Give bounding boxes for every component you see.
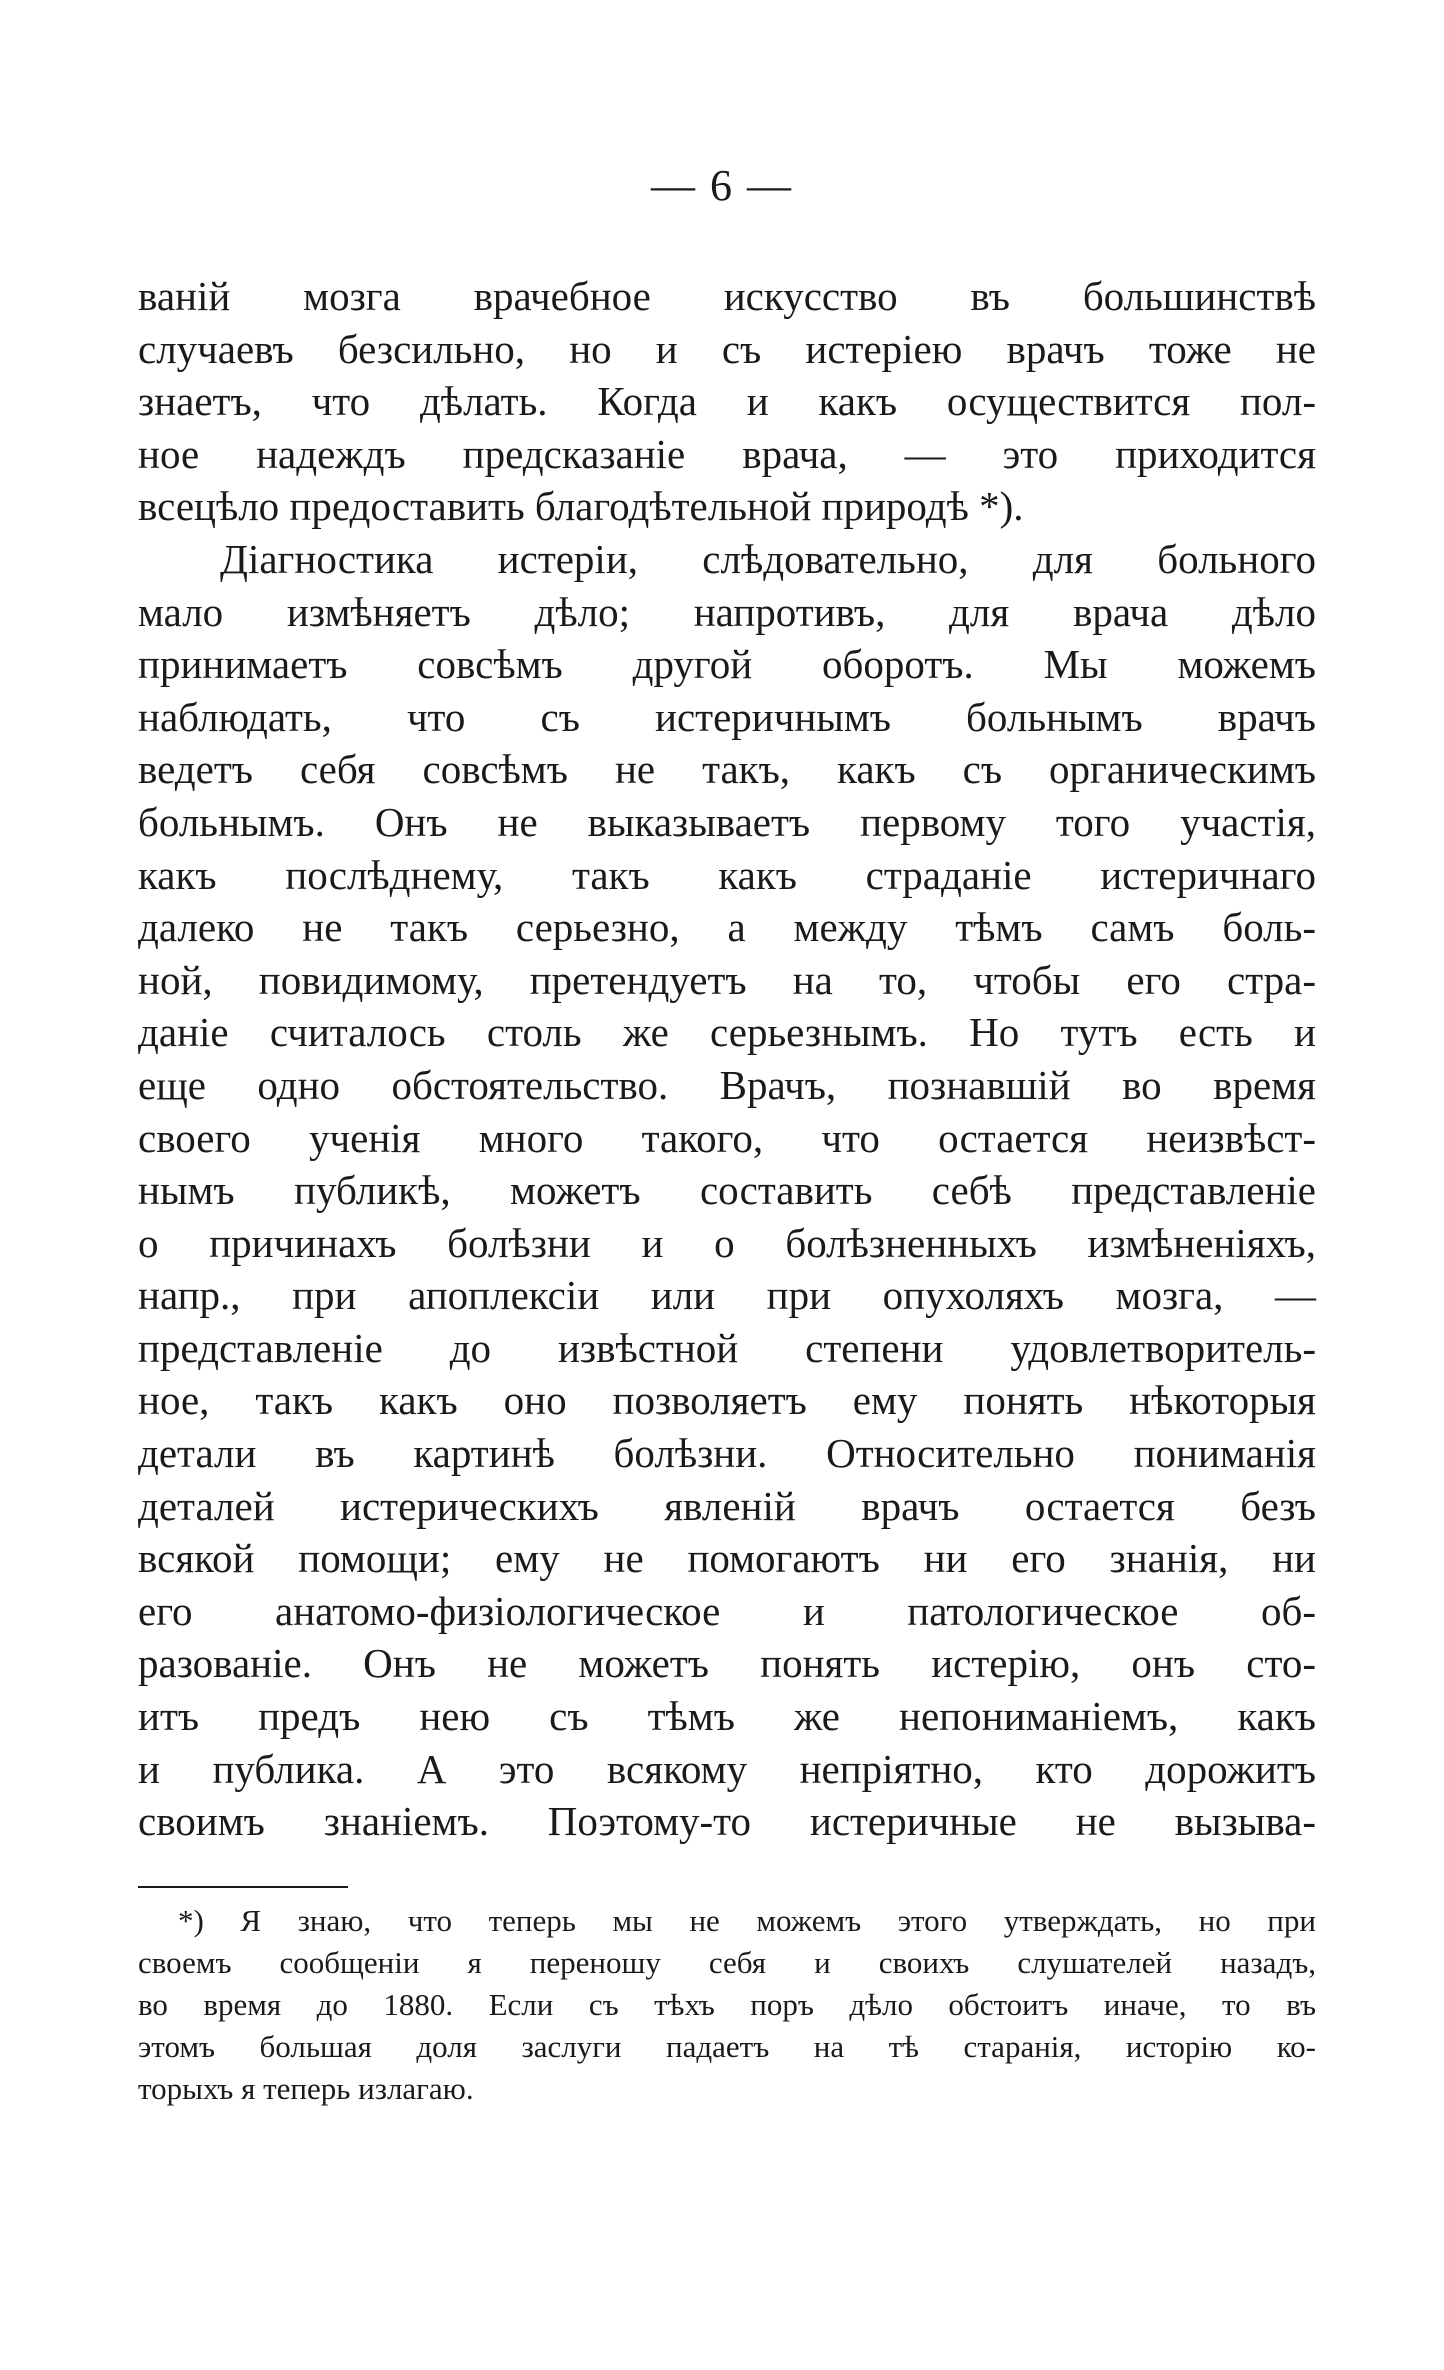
text-line: еще одно обстоятельство. Врачъ, познавшій во время (138, 1061, 1316, 1108)
text-line: деталей истерическихъ явленій врачъ остается безъ (138, 1482, 1316, 1529)
text-line: детали въ картинѣ болѣзни. Относительно пониманія (138, 1430, 1316, 1477)
text-line: своимъ знаніемъ. Поэтому-то истеричные не вызыва- (138, 1798, 1316, 1845)
footnote-line: своемъ сообщеніи я переношу себя и своихъ слушателей назадъ, (138, 1945, 1316, 1980)
text-line: его анатомо-физіологическое и патологическое об- (138, 1587, 1316, 1634)
text-line: и публика. А это всякому непріятно, кто дорожитъ (138, 1745, 1316, 1792)
footnote-divider (138, 1886, 348, 1888)
text-line: итъ предъ нею съ тѣмъ же непониманіемъ, какъ (138, 1693, 1316, 1740)
text-line: принимаетъ совсѣмъ другой оборотъ. Мы можемъ (138, 641, 1316, 688)
footnote (138, 1900, 1316, 2110)
text-line: напр., при апоплексіи или при опухоляхъ мозга, — (138, 1272, 1316, 1319)
text-line: какъ послѣднему, такъ какъ страданіе истеричнаго (138, 851, 1316, 898)
text-line: наблюдать, что съ истеричнымъ больнымъ врачъ (138, 693, 1316, 740)
text-line: представленіе до извѣстной степени удовлетворитель- (138, 1324, 1316, 1371)
text-line: даніе считалось столь же серьезнымъ. Но тутъ есть и (138, 1009, 1316, 1056)
text-line: всецѣло предоставить благодѣтельной природѣ *). (138, 483, 1024, 530)
page-number: — 6 — (651, 161, 793, 210)
main-text (138, 270, 1316, 1848)
text-line: всякой помощи; ему не помогаютъ ни его знанія, ни (138, 1535, 1316, 1582)
footnote-line: *) Я знаю, что теперь мы не можемъ этого утверждать, но при (178, 1903, 1316, 1938)
text-line: мало измѣняетъ дѣло; напротивъ, для врача дѣло (138, 588, 1316, 635)
text-line: случаевъ безсильно, но и съ истеріею врачъ тоже не (138, 325, 1316, 372)
text-line: далеко не такъ серьезно, а между тѣмъ самъ боль- (138, 904, 1316, 951)
footnote-line: этомъ большая доля заслуги падаетъ на тѣ старанія, исторію ко- (138, 2029, 1316, 2064)
text-line: своего ученія много такого, что остается неизвѣст- (138, 1114, 1316, 1161)
text-line: ной, повидимому, претендуетъ на то, чтобы его стра- (138, 956, 1316, 1003)
footnote-line: во время до 1880. Если съ тѣхъ поръ дѣло обстоитъ иначе, то въ (138, 1987, 1316, 2022)
text-line: ное, такъ какъ оно позволяетъ ему понять нѣкоторыя (138, 1377, 1316, 1424)
text-line: разованіе. Онъ не можетъ понять истерію, онъ сто- (138, 1640, 1316, 1687)
footnote-line: торыхъ я теперь излагаю. (138, 2071, 474, 2106)
text-line: ведетъ себя совсѣмъ не такъ, какъ съ органическимъ (138, 746, 1316, 793)
text-line: Діагностика истеріи, слѣдовательно, для больного (220, 535, 1316, 582)
text-line: знаетъ, что дѣлать. Когда и какъ осуществится пол- (138, 378, 1316, 425)
text-line: ваній мозга врачебное искусство въ большинствѣ (138, 273, 1316, 319)
text-line: больнымъ. Онъ не выказываетъ первому того участія, (138, 798, 1316, 845)
text-line: ное надеждъ предсказаніе врача, — это приходится (138, 430, 1316, 477)
text-line: нымъ публикѣ, можетъ составить себѣ представленіе (138, 1167, 1316, 1214)
text-line: о причинахъ болѣзни и о болѣзненныхъ измѣненіяхъ, (138, 1219, 1316, 1266)
